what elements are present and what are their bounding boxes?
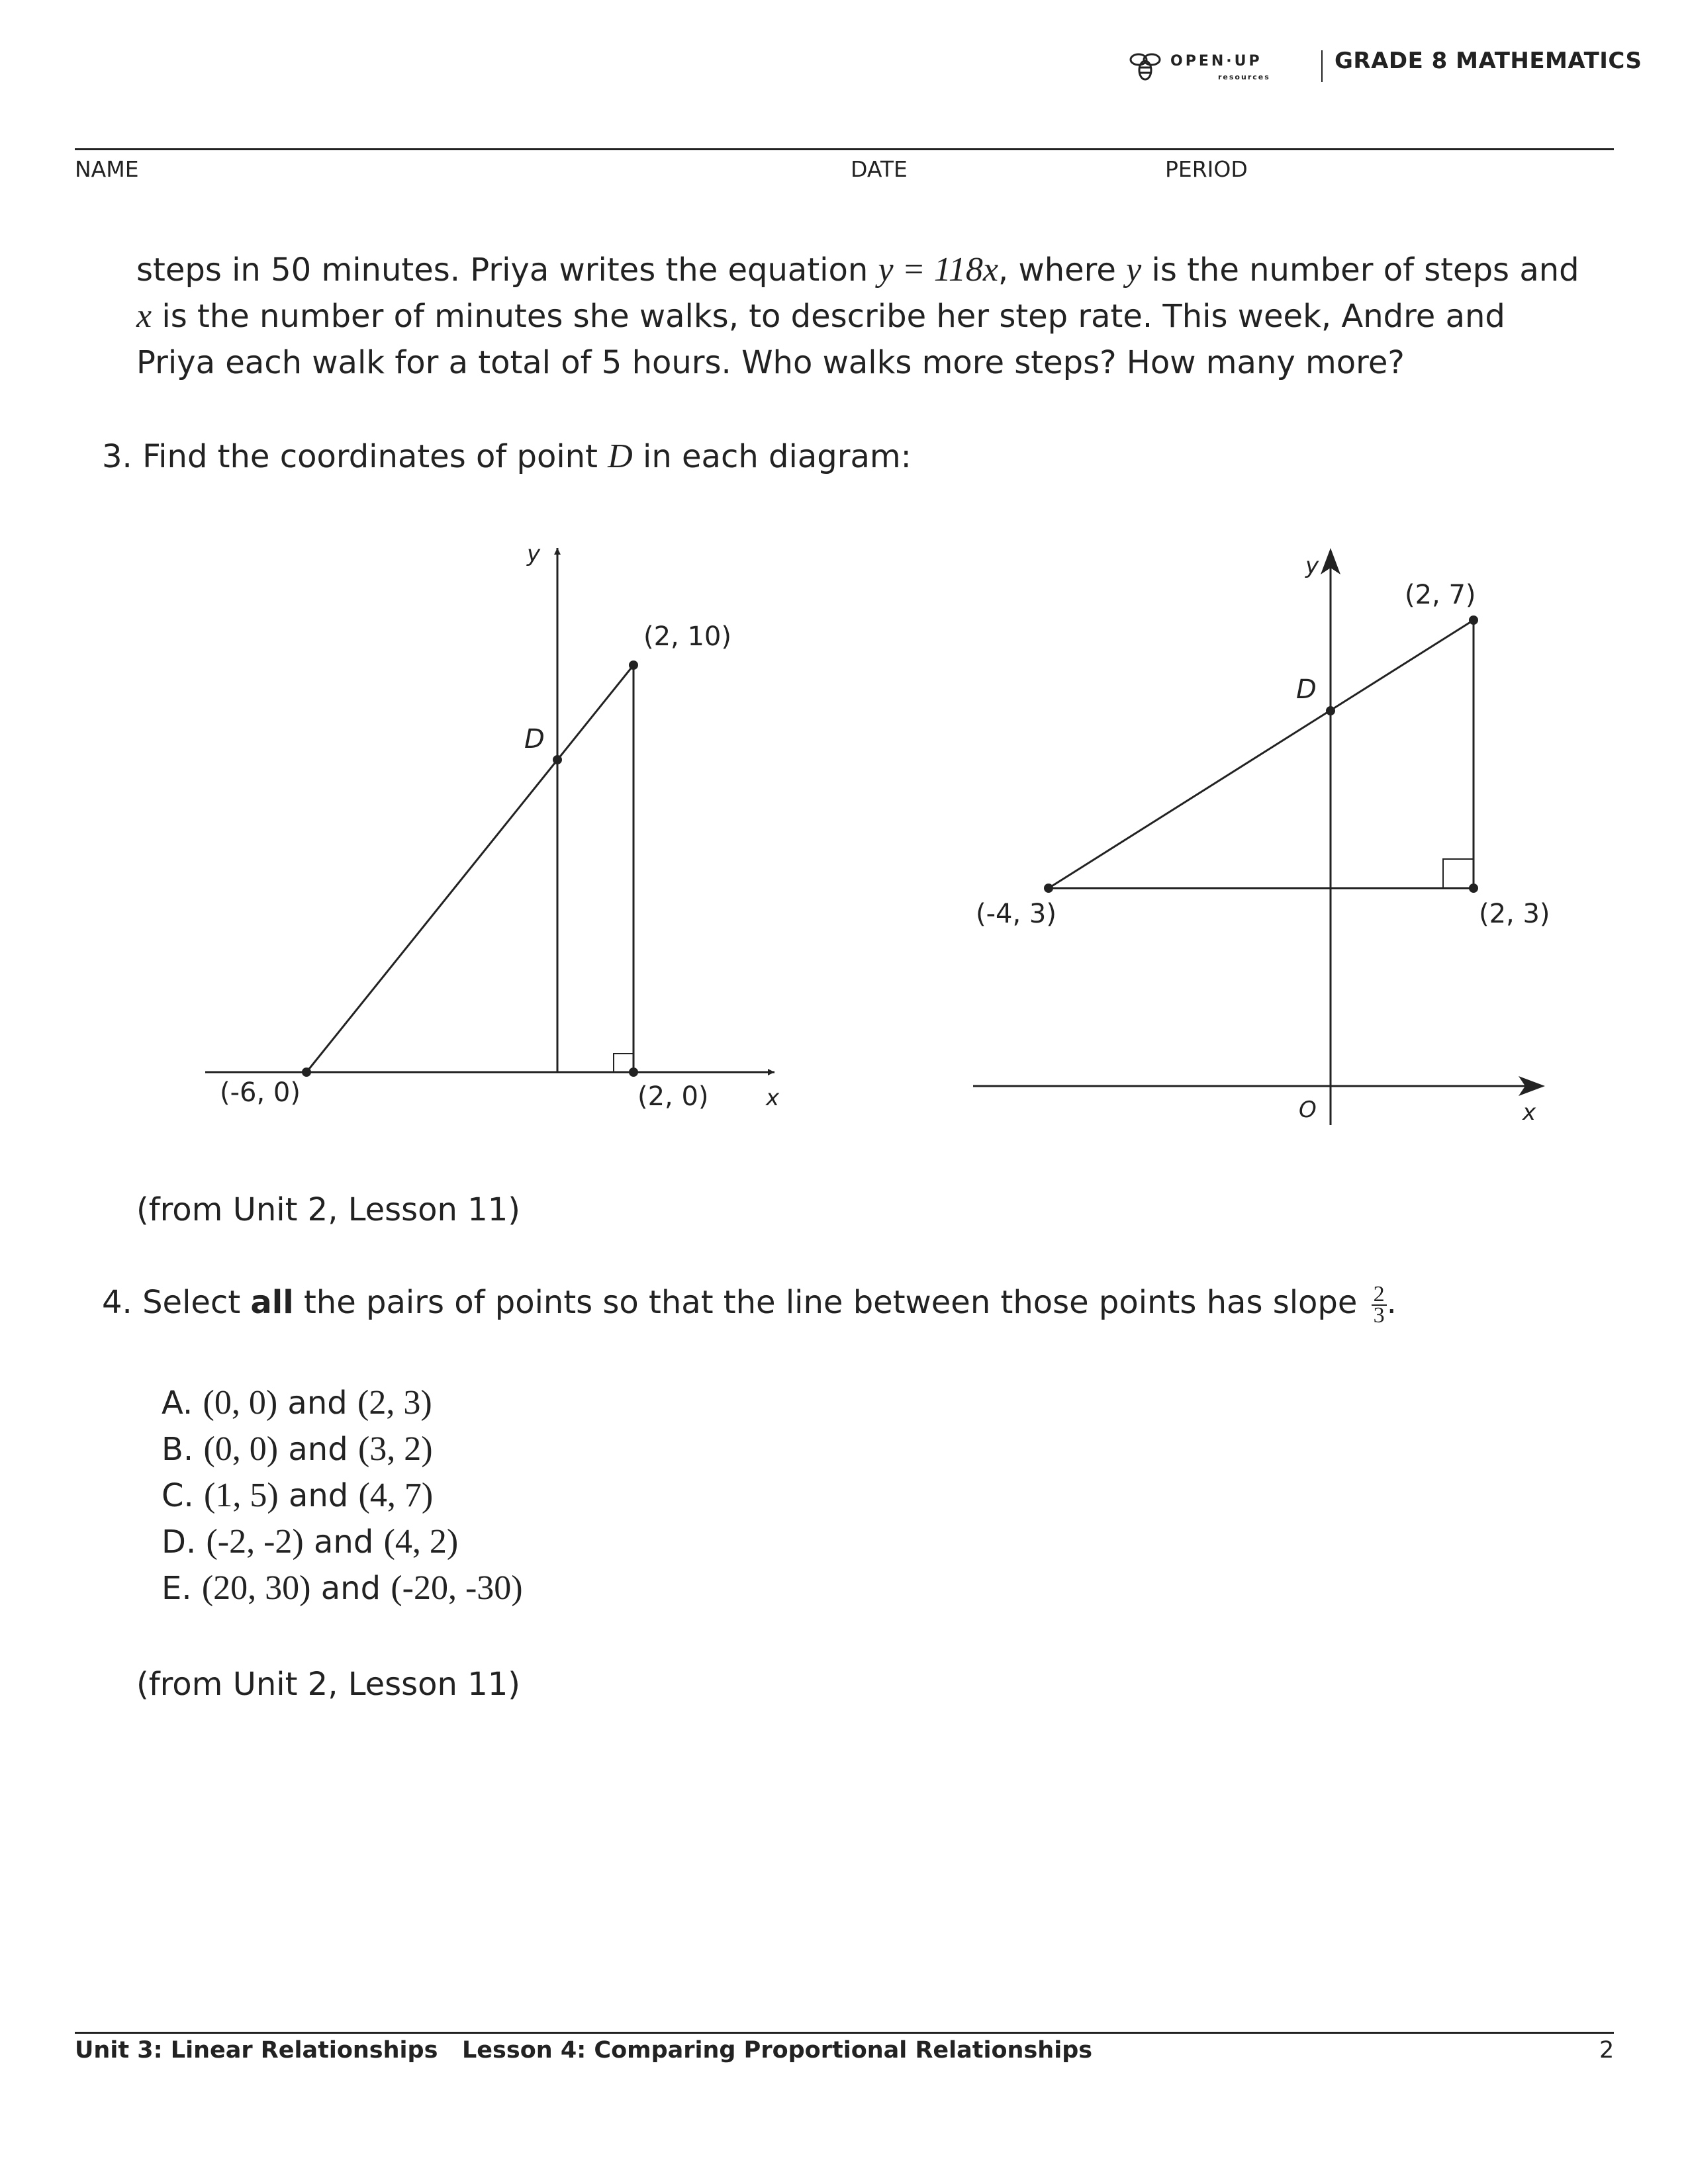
p2-equation: y = 118x — [878, 251, 998, 289]
problem-4-source: (from Unit 2, Lesson 11) — [136, 1666, 521, 1703]
choice-point-2: (4, 7) — [358, 1477, 434, 1514]
choice-and: and — [288, 1477, 349, 1514]
choice-letter: E. — [162, 1570, 192, 1607]
d2-hypotenuse — [1049, 620, 1474, 888]
date-field-label: DATE — [851, 156, 908, 182]
name-field-label: NAME — [75, 156, 139, 182]
diagram-2 — [960, 529, 1589, 1125]
d1-hypotenuse — [306, 665, 633, 1072]
footer-unit: Unit 3: Linear Relationships — [75, 2037, 438, 2064]
p2-var-y: y — [1126, 251, 1142, 289]
choice-and: and — [287, 1385, 348, 1422]
bee-icon — [1125, 48, 1165, 87]
page-number: 2 — [1599, 2037, 1615, 2064]
d2-x-label: x — [1523, 1099, 1536, 1126]
header-separator — [1321, 50, 1323, 82]
d1-label-neg6-0: (-6, 0) — [220, 1077, 301, 1108]
d2-label-neg4-3: (-4, 3) — [976, 899, 1056, 929]
footer-lesson: Lesson 4: Comparing Proportional Relationships — [462, 2037, 1093, 2064]
d2-point-D — [1326, 706, 1335, 715]
footer-unit-lesson — [75, 2037, 1092, 2064]
p4-prompt-after: the pairs of points so that the line between those points has slope — [293, 1284, 1368, 1321]
choice-and: and — [288, 1431, 348, 1468]
slope-denominator: 3 — [1373, 1303, 1385, 1328]
choice-c[interactable] — [162, 1473, 433, 1519]
slope-numerator: 2 — [1372, 1285, 1387, 1306]
choice-letter: B. — [162, 1431, 194, 1468]
d1-label-2-10: (2, 10) — [643, 621, 731, 652]
p2-text-2: , where — [998, 251, 1127, 289]
d2-y-label: y — [1305, 553, 1319, 579]
d1-point-neg6-0 — [302, 1068, 311, 1077]
top-rule — [75, 148, 1614, 150]
d1-point-2-0 — [629, 1068, 638, 1077]
choice-letter: C. — [162, 1477, 194, 1514]
d1-y-label: y — [527, 541, 541, 567]
d2-right-angle-mark — [1443, 859, 1474, 888]
p2-text-4: is the number of minutes she walks, to describe her step rate. This week, Andre and Priya each walk for a total of 5 hours. Who walks more steps? How many more? — [136, 298, 1505, 381]
diagram-1 — [199, 529, 794, 1125]
d2-point-2-3 — [1469, 884, 1478, 893]
p2-text-3: is the number of steps and — [1141, 251, 1579, 289]
slope-fraction — [1372, 1282, 1387, 1328]
choice-d[interactable] — [162, 1519, 458, 1565]
choice-b[interactable] — [162, 1426, 433, 1473]
choice-e[interactable] — [162, 1565, 523, 1612]
choice-point-1: (-2, -2) — [206, 1523, 304, 1561]
p4-prompt-bold: all — [250, 1284, 294, 1321]
choice-point-2: (4, 2) — [383, 1523, 459, 1561]
choice-point-2: (2, 3) — [357, 1384, 432, 1422]
d2-point-neg4-3 — [1044, 884, 1053, 893]
p2-text-1: steps in 50 minutes. Priya writes the equation — [136, 251, 878, 289]
d2-label-2-7: (2, 7) — [1405, 580, 1476, 610]
problem-4-prompt: 4. Select all the pairs of points so that the line between those points has slope $\frac{2}{3}$ . — [102, 1282, 1397, 1328]
problem-2-text — [136, 247, 1593, 386]
d1-point-D — [553, 755, 562, 764]
brand-subtitle: resources — [1218, 73, 1270, 81]
grade-title: GRADE 8 MATHEMATICS — [1335, 48, 1642, 74]
choice-point-1: (20, 30) — [201, 1569, 311, 1607]
p4-number: 4. — [102, 1284, 132, 1321]
choice-point-1: (0, 0) — [203, 1430, 279, 1468]
d1-label-2-0: (2, 0) — [637, 1081, 709, 1112]
d1-point-2-10 — [629, 660, 638, 670]
d1-x-label: x — [766, 1085, 780, 1111]
d2-origin-label: O — [1299, 1097, 1317, 1123]
brand-name: OPEN·UP — [1170, 53, 1262, 69]
period-field-label: PERIOD — [1165, 156, 1248, 182]
p3-point-name: D — [608, 437, 633, 475]
d1-D-label: D — [524, 724, 545, 754]
d2-point-2-7 — [1469, 615, 1478, 625]
d2-label-2-3: (2, 3) — [1479, 899, 1550, 929]
problem-3-prompt — [102, 433, 912, 480]
bottom-rule — [75, 2032, 1614, 2034]
choice-and: and — [320, 1570, 381, 1607]
choice-point-2: (3, 2) — [357, 1430, 433, 1468]
d2-D-label: D — [1296, 674, 1317, 705]
problem-3-source: (from Unit 2, Lesson 11) — [136, 1191, 521, 1228]
p4-prompt-before: Select — [142, 1284, 251, 1321]
p3-prompt-before: Find the coordinates of point — [142, 438, 608, 475]
p2-var-x: x — [136, 297, 152, 335]
choice-a[interactable] — [162, 1380, 432, 1426]
publisher-logo — [1125, 48, 1297, 87]
choice-point-1: (0, 0) — [203, 1384, 278, 1422]
choice-and: and — [314, 1524, 374, 1561]
p3-prompt-after: in each diagram: — [632, 438, 912, 475]
choice-point-2: (-20, -30) — [391, 1569, 523, 1607]
choice-letter: A. — [162, 1385, 193, 1422]
p3-number: 3. — [102, 438, 132, 475]
choice-letter: D. — [162, 1524, 197, 1561]
choice-point-1: (1, 5) — [204, 1477, 279, 1514]
